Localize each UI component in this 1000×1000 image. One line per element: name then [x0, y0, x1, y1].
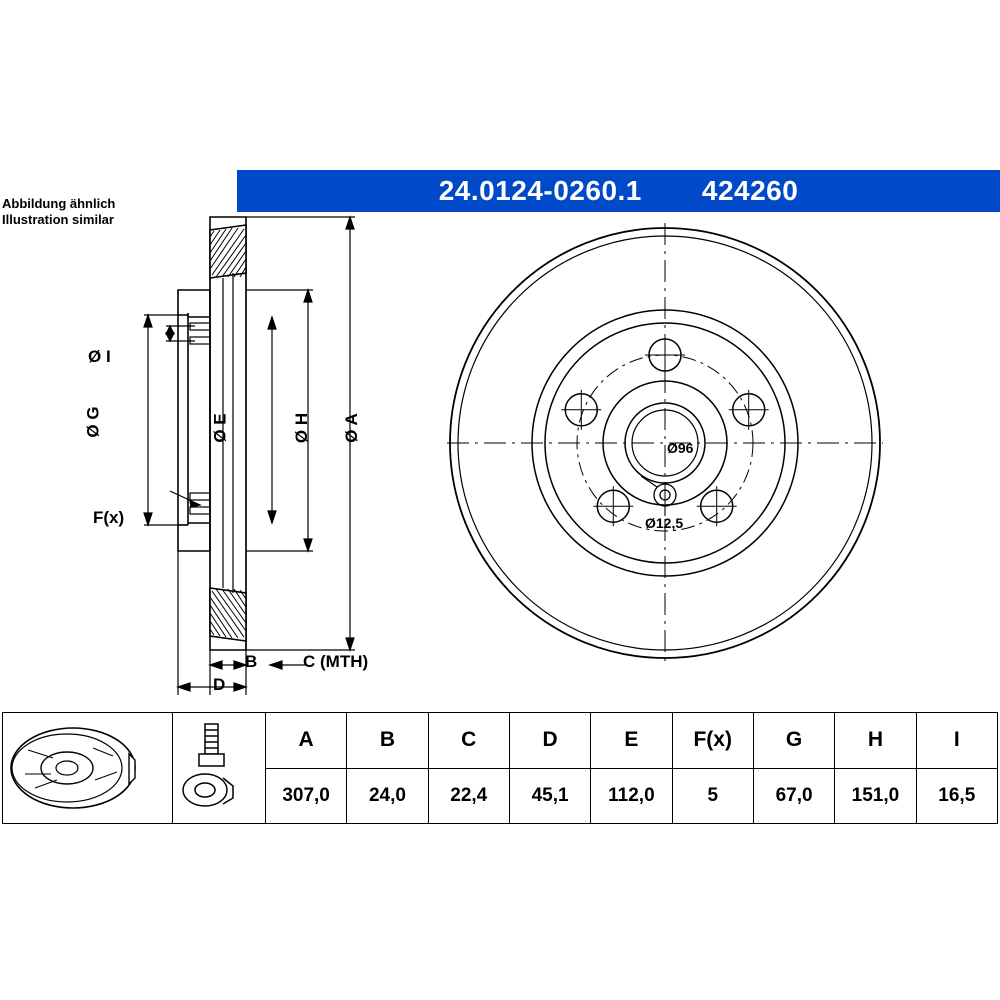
value-i: 16,5: [916, 768, 997, 824]
label-c-mth: C (MTH): [303, 652, 369, 671]
label-dia-i: Ø I: [88, 347, 111, 366]
label-center-bore: Ø96: [667, 440, 694, 456]
col-header-c: C: [428, 713, 509, 769]
col-header-b: B: [347, 713, 428, 769]
label-dia-g: Ø G: [83, 406, 103, 438]
label-bolt-hole: Ø12,5: [645, 515, 684, 531]
face-view: [445, 218, 885, 688]
label-fx: F(x): [93, 508, 125, 527]
table-header-row: [3, 713, 998, 769]
label-d: D: [213, 675, 226, 694]
col-header-fx: F(x): [672, 713, 753, 769]
col-header-h: H: [835, 713, 916, 769]
col-header-a: A: [265, 713, 346, 769]
label-dia-a: Ø A: [341, 413, 361, 443]
spec-table: [2, 712, 998, 824]
value-e: 112,0: [591, 768, 672, 824]
value-a: 307,0: [265, 768, 346, 824]
col-header-i: I: [916, 713, 997, 769]
col-header-g: G: [753, 713, 834, 769]
value-fx: 5: [672, 768, 753, 824]
label-dia-e: Ø E: [210, 413, 230, 443]
brake-disc-icon: [3, 713, 173, 824]
wheel-bolt-icon: [173, 713, 265, 824]
value-h: 151,0: [835, 768, 916, 824]
label-b: B: [245, 652, 258, 671]
col-header-d: D: [509, 713, 590, 769]
label-dia-h: Ø H: [292, 412, 312, 444]
value-b: 24,0: [347, 768, 428, 824]
value-g: 67,0: [753, 768, 834, 824]
illustration-note-en: Illustration similar: [2, 212, 114, 227]
col-header-e: E: [591, 713, 672, 769]
article-number: 424260: [701, 175, 799, 206]
value-d: 45,1: [509, 768, 590, 824]
illustration-note-de: Abbildung ähnlich: [2, 196, 116, 211]
part-number: 24.0124-0260.1: [438, 175, 642, 206]
value-c: 22,4: [428, 768, 509, 824]
